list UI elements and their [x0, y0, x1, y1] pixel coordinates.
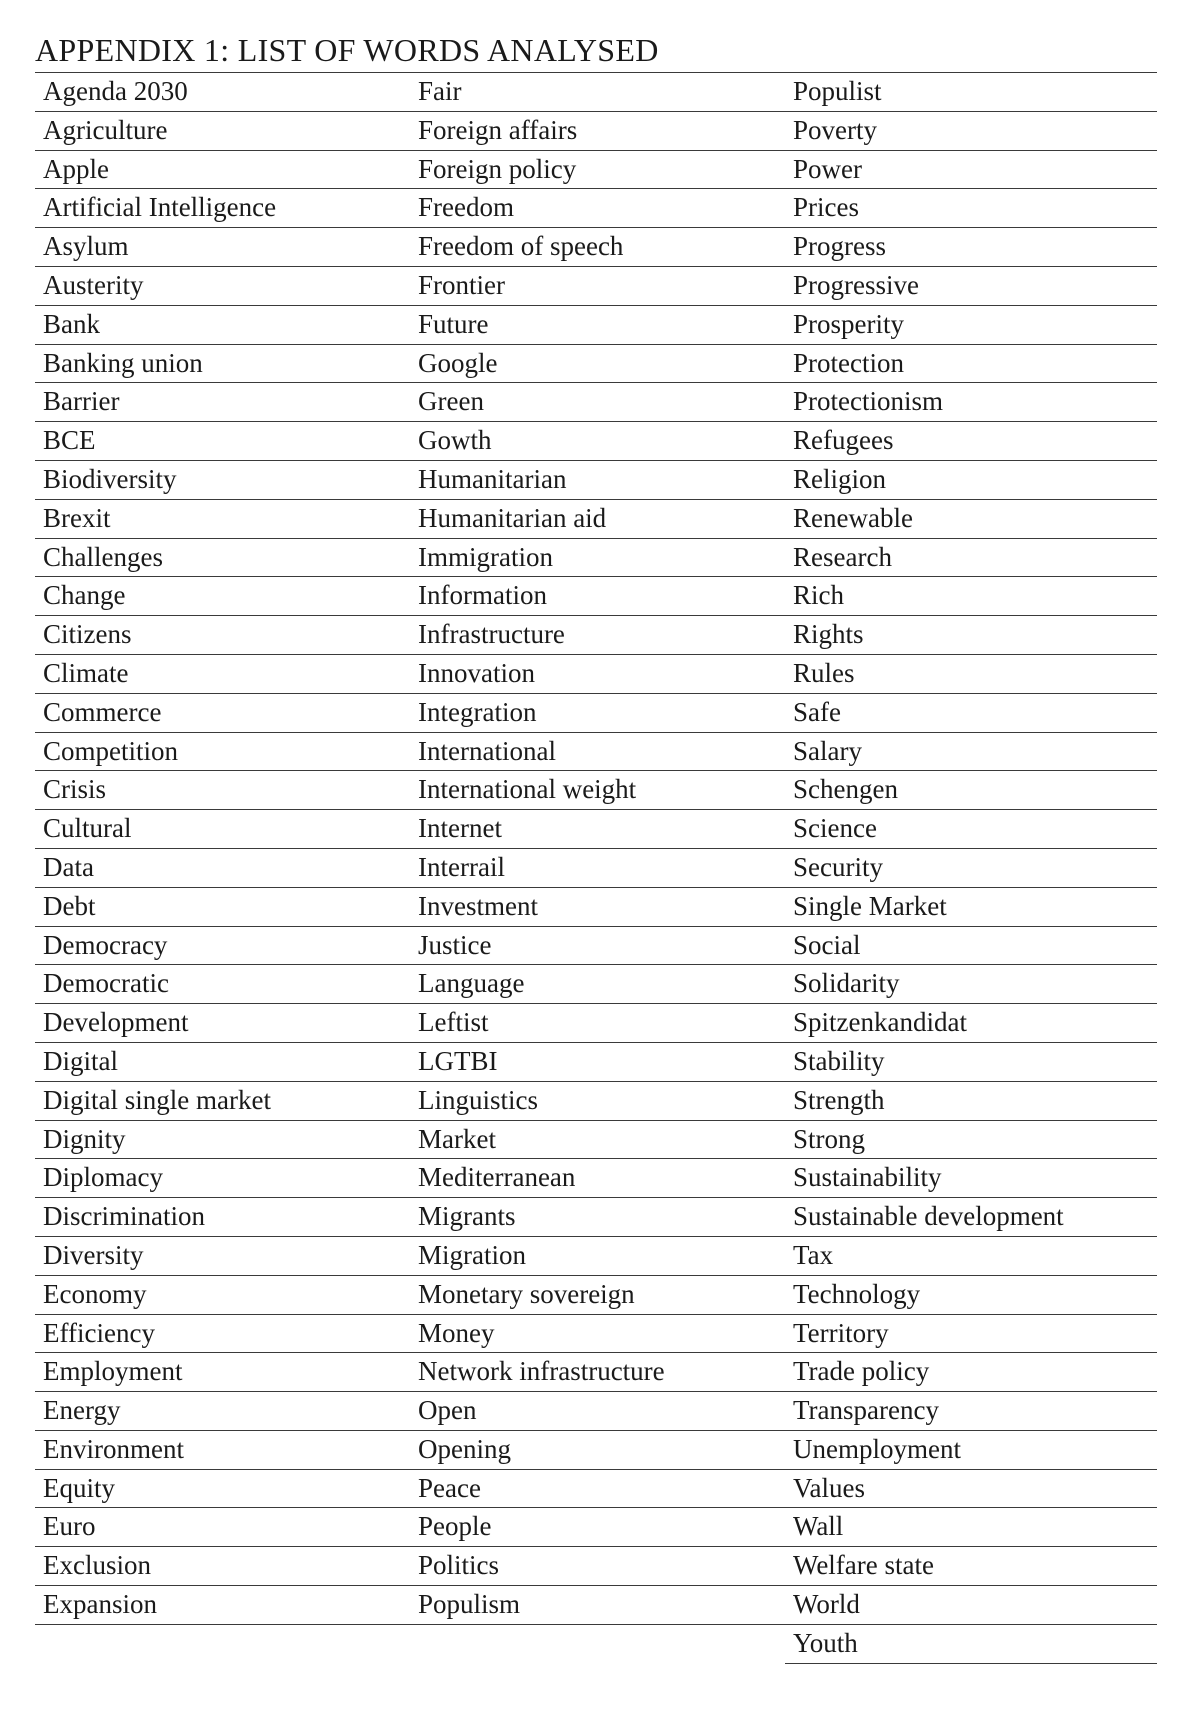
word-cell: Social — [785, 926, 1157, 965]
word-cell: Barrier — [35, 383, 410, 422]
word-cell: Euro — [35, 1508, 410, 1547]
word-cell: Banking union — [35, 344, 410, 383]
word-cell: Change — [35, 577, 410, 616]
word-cell: Money — [410, 1314, 785, 1353]
word-cell: International weight — [410, 771, 785, 810]
table-row — [35, 1353, 1157, 1392]
table-row — [35, 344, 1157, 383]
word-cell: Efficiency — [35, 1314, 410, 1353]
word-cell: Technology — [785, 1275, 1157, 1314]
word-cell: Strength — [785, 1081, 1157, 1120]
word-cell: Equity — [35, 1469, 410, 1508]
word-cell: Power — [785, 150, 1157, 189]
word-cell: Foreign affairs — [410, 111, 785, 150]
word-cell: Exclusion — [35, 1547, 410, 1586]
word-cell: Wall — [785, 1508, 1157, 1547]
table-row — [35, 693, 1157, 732]
table-row — [35, 1624, 1157, 1663]
word-table — [35, 72, 1157, 1664]
word-cell: Protection — [785, 344, 1157, 383]
word-cell: Brexit — [35, 499, 410, 538]
word-cell: Debt — [35, 887, 410, 926]
word-cell: Progressive — [785, 266, 1157, 305]
word-cell: Territory — [785, 1314, 1157, 1353]
word-cell: Language — [410, 965, 785, 1004]
word-cell: Information — [410, 577, 785, 616]
table-row — [35, 654, 1157, 693]
table-row — [35, 732, 1157, 771]
table-row — [35, 965, 1157, 1004]
word-cell: Salary — [785, 732, 1157, 771]
word-cell: Commerce — [35, 693, 410, 732]
word-cell: Renewable — [785, 499, 1157, 538]
word-cell: Development — [35, 1004, 410, 1043]
word-cell: Employment — [35, 1353, 410, 1392]
word-cell: Justice — [410, 926, 785, 965]
word-cell: Politics — [410, 1547, 785, 1586]
table-row — [35, 1430, 1157, 1469]
table-row — [35, 538, 1157, 577]
word-cell: Innovation — [410, 654, 785, 693]
word-cell: Biodiversity — [35, 460, 410, 499]
word-cell: Humanitarian — [410, 460, 785, 499]
table-row — [35, 577, 1157, 616]
word-cell: Democracy — [35, 926, 410, 965]
word-cell: Opening — [410, 1430, 785, 1469]
word-cell: Solidarity — [785, 965, 1157, 1004]
word-cell: Network infrastructure — [410, 1353, 785, 1392]
word-cell: Protectionism — [785, 383, 1157, 422]
word-cell: Values — [785, 1469, 1157, 1508]
word-cell: Prices — [785, 189, 1157, 228]
word-cell: Safe — [785, 693, 1157, 732]
table-row — [35, 189, 1157, 228]
word-cell: Investment — [410, 887, 785, 926]
empty-cell — [35, 1624, 410, 1663]
word-cell: Tax — [785, 1236, 1157, 1275]
table-row — [35, 383, 1157, 422]
word-cell: Artificial Intelligence — [35, 189, 410, 228]
word-cell: LGTBI — [410, 1042, 785, 1081]
appendix-title: APPENDIX 1: LIST OF WORDS ANALYSED — [35, 32, 659, 68]
table-row — [35, 1236, 1157, 1275]
word-cell: Immigration — [410, 538, 785, 577]
word-cell: Google — [410, 344, 785, 383]
table-row — [35, 1392, 1157, 1431]
word-cell: Refugees — [785, 422, 1157, 461]
table-row — [35, 1198, 1157, 1237]
table-row — [35, 771, 1157, 810]
word-cell: Integration — [410, 693, 785, 732]
table-row — [35, 1314, 1157, 1353]
word-cell: International — [410, 732, 785, 771]
word-cell: Agriculture — [35, 111, 410, 150]
table-row — [35, 305, 1157, 344]
table-row — [35, 1508, 1157, 1547]
word-cell: Internet — [410, 810, 785, 849]
word-cell: Populism — [410, 1586, 785, 1625]
table-row — [35, 1081, 1157, 1120]
word-cell: Sustainable development — [785, 1198, 1157, 1237]
word-cell: Single Market — [785, 887, 1157, 926]
table-row — [35, 1042, 1157, 1081]
word-cell: Spitzenkandidat — [785, 1004, 1157, 1043]
word-cell: Dignity — [35, 1120, 410, 1159]
table-row — [35, 150, 1157, 189]
word-cell: Apple — [35, 150, 410, 189]
table-row — [35, 499, 1157, 538]
word-cell: Stability — [785, 1042, 1157, 1081]
word-cell: Leftist — [410, 1004, 785, 1043]
word-cell: Crisis — [35, 771, 410, 810]
table-row — [35, 1120, 1157, 1159]
word-cell: Challenges — [35, 538, 410, 577]
word-cell: Youth — [785, 1624, 1157, 1663]
word-cell: Trade policy — [785, 1353, 1157, 1392]
word-cell: Religion — [785, 460, 1157, 499]
word-cell: Migrants — [410, 1198, 785, 1237]
word-cell: Green — [410, 383, 785, 422]
word-cell: BCE — [35, 422, 410, 461]
table-row — [35, 848, 1157, 887]
word-cell: Monetary sovereign — [410, 1275, 785, 1314]
word-cell: Expansion — [35, 1586, 410, 1625]
word-cell: Discrimination — [35, 1198, 410, 1237]
word-cell: Freedom — [410, 189, 785, 228]
word-cell: Infrastructure — [410, 616, 785, 655]
table-row — [35, 1004, 1157, 1043]
word-cell: Peace — [410, 1469, 785, 1508]
word-cell: Foreign policy — [410, 150, 785, 189]
appendix-page — [35, 28, 1157, 1664]
table-row — [35, 1586, 1157, 1625]
word-cell: Diversity — [35, 1236, 410, 1275]
table-row — [35, 616, 1157, 655]
table-row — [35, 1469, 1157, 1508]
word-cell: World — [785, 1586, 1157, 1625]
word-cell: Democratic — [35, 965, 410, 1004]
word-cell: Rights — [785, 616, 1157, 655]
word-cell: Migration — [410, 1236, 785, 1275]
word-cell: Diplomacy — [35, 1159, 410, 1198]
table-row — [35, 73, 1157, 112]
table-row — [35, 460, 1157, 499]
word-cell: Citizens — [35, 616, 410, 655]
word-cell: Gowth — [410, 422, 785, 461]
word-cell: Agenda 2030 — [35, 73, 410, 112]
word-cell: Cultural — [35, 810, 410, 849]
table-row — [35, 228, 1157, 267]
table-row — [35, 266, 1157, 305]
word-cell: Digital single market — [35, 1081, 410, 1120]
word-cell: Progress — [785, 228, 1157, 267]
word-cell: Energy — [35, 1392, 410, 1431]
word-cell: Mediterranean — [410, 1159, 785, 1198]
table-row — [35, 111, 1157, 150]
word-table-body — [35, 73, 1157, 1664]
word-cell: Interrail — [410, 848, 785, 887]
word-cell: Competition — [35, 732, 410, 771]
empty-cell — [410, 1624, 785, 1663]
table-row — [35, 887, 1157, 926]
word-cell: Market — [410, 1120, 785, 1159]
word-cell: Bank — [35, 305, 410, 344]
word-cell: Rules — [785, 654, 1157, 693]
word-cell: Welfare state — [785, 1547, 1157, 1586]
word-cell: Fair — [410, 73, 785, 112]
table-row — [35, 1159, 1157, 1198]
word-cell: Unemployment — [785, 1430, 1157, 1469]
word-cell: Austerity — [35, 266, 410, 305]
word-cell: Asylum — [35, 228, 410, 267]
table-row — [35, 422, 1157, 461]
word-cell: Security — [785, 848, 1157, 887]
word-cell: Science — [785, 810, 1157, 849]
table-row — [35, 1547, 1157, 1586]
word-cell: Research — [785, 538, 1157, 577]
word-cell: Future — [410, 305, 785, 344]
word-cell: Prosperity — [785, 305, 1157, 344]
word-cell: Schengen — [785, 771, 1157, 810]
word-cell: Economy — [35, 1275, 410, 1314]
word-cell: Humanitarian aid — [410, 499, 785, 538]
table-row — [35, 1275, 1157, 1314]
word-cell: Open — [410, 1392, 785, 1431]
word-cell: Poverty — [785, 111, 1157, 150]
word-cell: Climate — [35, 654, 410, 693]
word-cell: Linguistics — [410, 1081, 785, 1120]
word-cell: Frontier — [410, 266, 785, 305]
table-row — [35, 810, 1157, 849]
word-cell: Populist — [785, 73, 1157, 112]
word-cell: Environment — [35, 1430, 410, 1469]
word-cell: Sustainability — [785, 1159, 1157, 1198]
word-cell: Data — [35, 848, 410, 887]
word-cell: Freedom of speech — [410, 228, 785, 267]
word-cell: Transparency — [785, 1392, 1157, 1431]
word-cell: People — [410, 1508, 785, 1547]
word-cell: Digital — [35, 1042, 410, 1081]
word-cell: Strong — [785, 1120, 1157, 1159]
table-row — [35, 926, 1157, 965]
word-cell: Rich — [785, 577, 1157, 616]
